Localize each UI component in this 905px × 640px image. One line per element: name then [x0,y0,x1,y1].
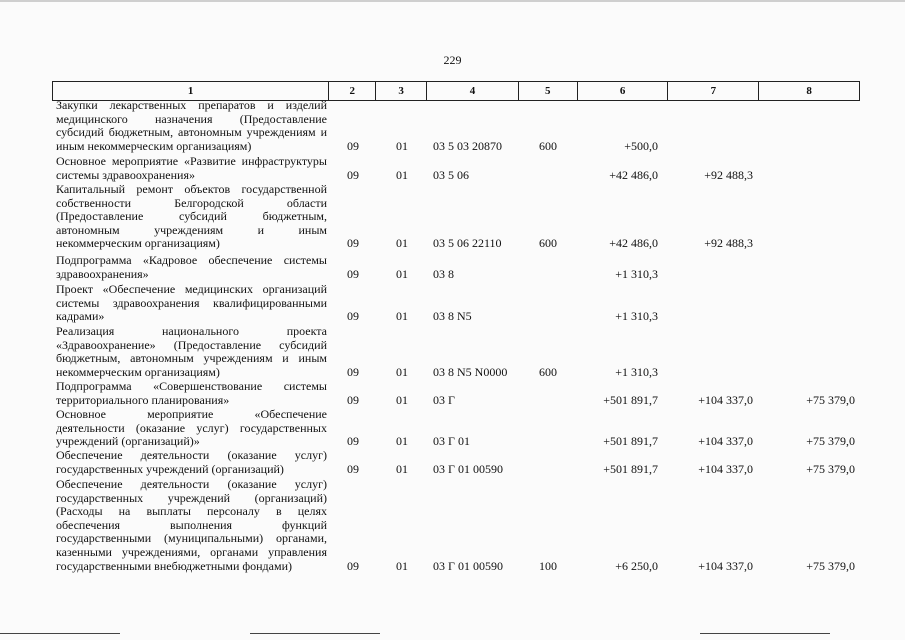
cell-c2: 09 [347,266,359,281]
cell-c4: 03 Г 01 [433,434,470,449]
cell-c6: +1 310,3 [615,266,658,281]
cell-c6: +42 486,0 [609,236,658,251]
cell-c6: +500,0 [624,138,658,153]
cell-c3: 01 [396,558,408,573]
cell-c2: 09 [347,364,359,379]
row-description [56,380,327,407]
cell-c3: 01 [396,266,408,281]
description-line: Проект «Обеспечение медицинских организаций [56,282,327,296]
cell-c5: 600 [539,138,557,153]
description-line: некоммерческим организациям) [56,236,220,251]
row-description [56,155,327,182]
description-line: медицинского назначения (Предоставление [56,111,327,126]
cell-c4: 03 8 N5 N0000 [433,364,508,379]
description-line: Подпрограмма «Кадровое обеспечение системы [56,253,327,267]
description-line: государственных учреждений (организаций) [56,490,327,505]
cell-c3: 01 [396,392,408,407]
cell-c7: +92 488,3 [704,167,753,182]
row-description [56,99,327,153]
cell-c8: +75 379,0 [806,434,855,449]
cell-c6: +42 486,0 [609,167,658,182]
scan-bottom-edge [0,633,905,640]
description-line: «Здравоохранение» (Предоставление субсидий [56,337,327,352]
cell-c3: 01 [396,309,408,324]
row-description [56,408,327,449]
description-line: государственными (муниципальными) органами, [56,531,327,546]
cell-c2: 09 [347,558,359,573]
description-line: Обеспечение деятельности (оказание услуг) [56,448,327,462]
description-line: Реализация национального проекта [56,324,327,338]
cell-c6: +6 250,0 [615,558,658,573]
row-description [56,478,327,573]
cell-c3: 01 [396,434,408,449]
cell-c7: +104 337,0 [698,461,753,476]
cell-c4: 03 Г [433,392,455,407]
cell-c7: +92 488,3 [704,236,753,251]
description-line: Обеспечение деятельности (оказание услуг) [56,477,327,491]
cell-c2: 09 [347,392,359,407]
description-line: субсидий бюджетным, автономным учреждениям и [56,125,327,140]
description-line: собственности Белгородской области [56,195,327,210]
description-line: здравоохранения» [56,266,149,281]
cell-c3: 01 [396,167,408,182]
cell-c8: +75 379,0 [806,392,855,407]
header-col-7: 7 [668,82,759,100]
description-line: учреждений (организаций)» [56,434,200,449]
cell-c4: 03 5 06 [433,167,469,182]
cell-c2: 09 [347,461,359,476]
cell-c8: +75 379,0 [806,558,855,573]
cell-c4: 03 5 03 20870 [433,138,502,153]
description-line: системы здравоохранения квалифицированными [56,295,327,310]
header-col-6: 6 [578,82,669,100]
description-line: государственными внебюджетными фондами) [56,558,293,573]
header-col-1: 1 [53,82,329,100]
cell-c4: 03 8 N5 [433,309,472,324]
header-col-5: 5 [519,82,578,100]
cell-c6: +1 310,3 [615,309,658,324]
cell-c6: +1 310,3 [615,364,658,379]
description-line: деятельности (оказание услуг) государственных [56,420,327,435]
description-line: автономным учреждениям и иным [56,222,327,237]
cell-c6: +501 891,7 [603,434,658,449]
cell-c2: 09 [347,138,359,153]
cell-c2: 09 [347,167,359,182]
cell-c4: 03 5 06 22110 [433,236,502,251]
row-description [56,283,327,324]
description-line: государственных учреждений (организаций) [56,461,284,476]
cell-c2: 09 [347,309,359,324]
description-line: казенными учреждениями, органами управления [56,544,327,559]
description-line: иным некоммерческим организациям) [56,138,252,153]
header-col-4: 4 [427,82,519,100]
description-line: Основное мероприятие «Обеспечение [56,407,327,421]
description-line: (Расходы на выплаты персоналу в целях [56,504,327,519]
description-line: Подпрограмма «Совершенствование системы [56,379,327,393]
cell-c5: 600 [539,364,557,379]
row-description [56,449,327,476]
description-line: Закупки лекарственных препаратов и изделий [56,98,327,112]
cell-c3: 01 [396,138,408,153]
description-line: (Предоставление субсидий бюджетным, [56,209,327,224]
cell-c5: 100 [539,558,557,573]
cell-c7: +104 337,0 [698,434,753,449]
scan-top-edge [0,0,905,2]
page-number: 229 [443,53,462,67]
header-col-2: 2 [329,82,376,100]
cell-c6: +501 891,7 [603,461,658,476]
row-description [56,183,327,251]
description-line: территориального планирования» [56,392,230,407]
header-col-3: 3 [376,82,427,100]
cell-c7: +104 337,0 [698,392,753,407]
cell-c4: 03 Г 01 00590 [433,558,503,573]
cell-c3: 01 [396,461,408,476]
description-line: системы здравоохранения» [56,167,195,182]
cell-c2: 09 [347,434,359,449]
description-line: бюджетным, автономным учреждениям и иным [56,351,327,366]
cell-c4: 03 8 [433,266,454,281]
row-description [56,325,327,379]
cell-c3: 01 [396,364,408,379]
cell-c8: +75 379,0 [806,461,855,476]
cell-c4: 03 Г 01 00590 [433,461,503,476]
header-col-8: 8 [806,85,812,97]
description-line: некоммерческим организациям) [56,364,220,379]
cell-c6: +501 891,7 [603,392,658,407]
cell-c2: 09 [347,236,359,251]
cell-c7: +104 337,0 [698,558,753,573]
description-line: Основное мероприятие «Развитие инфраструктуры [56,154,327,168]
description-line: кадрами» [56,309,105,324]
description-line: обеспечения выполнения функций [56,517,327,532]
cell-c5: 600 [539,236,557,251]
description-line: Капитальный ремонт объектов государственной [56,182,327,196]
row-description [56,254,327,281]
cell-c3: 01 [396,236,408,251]
